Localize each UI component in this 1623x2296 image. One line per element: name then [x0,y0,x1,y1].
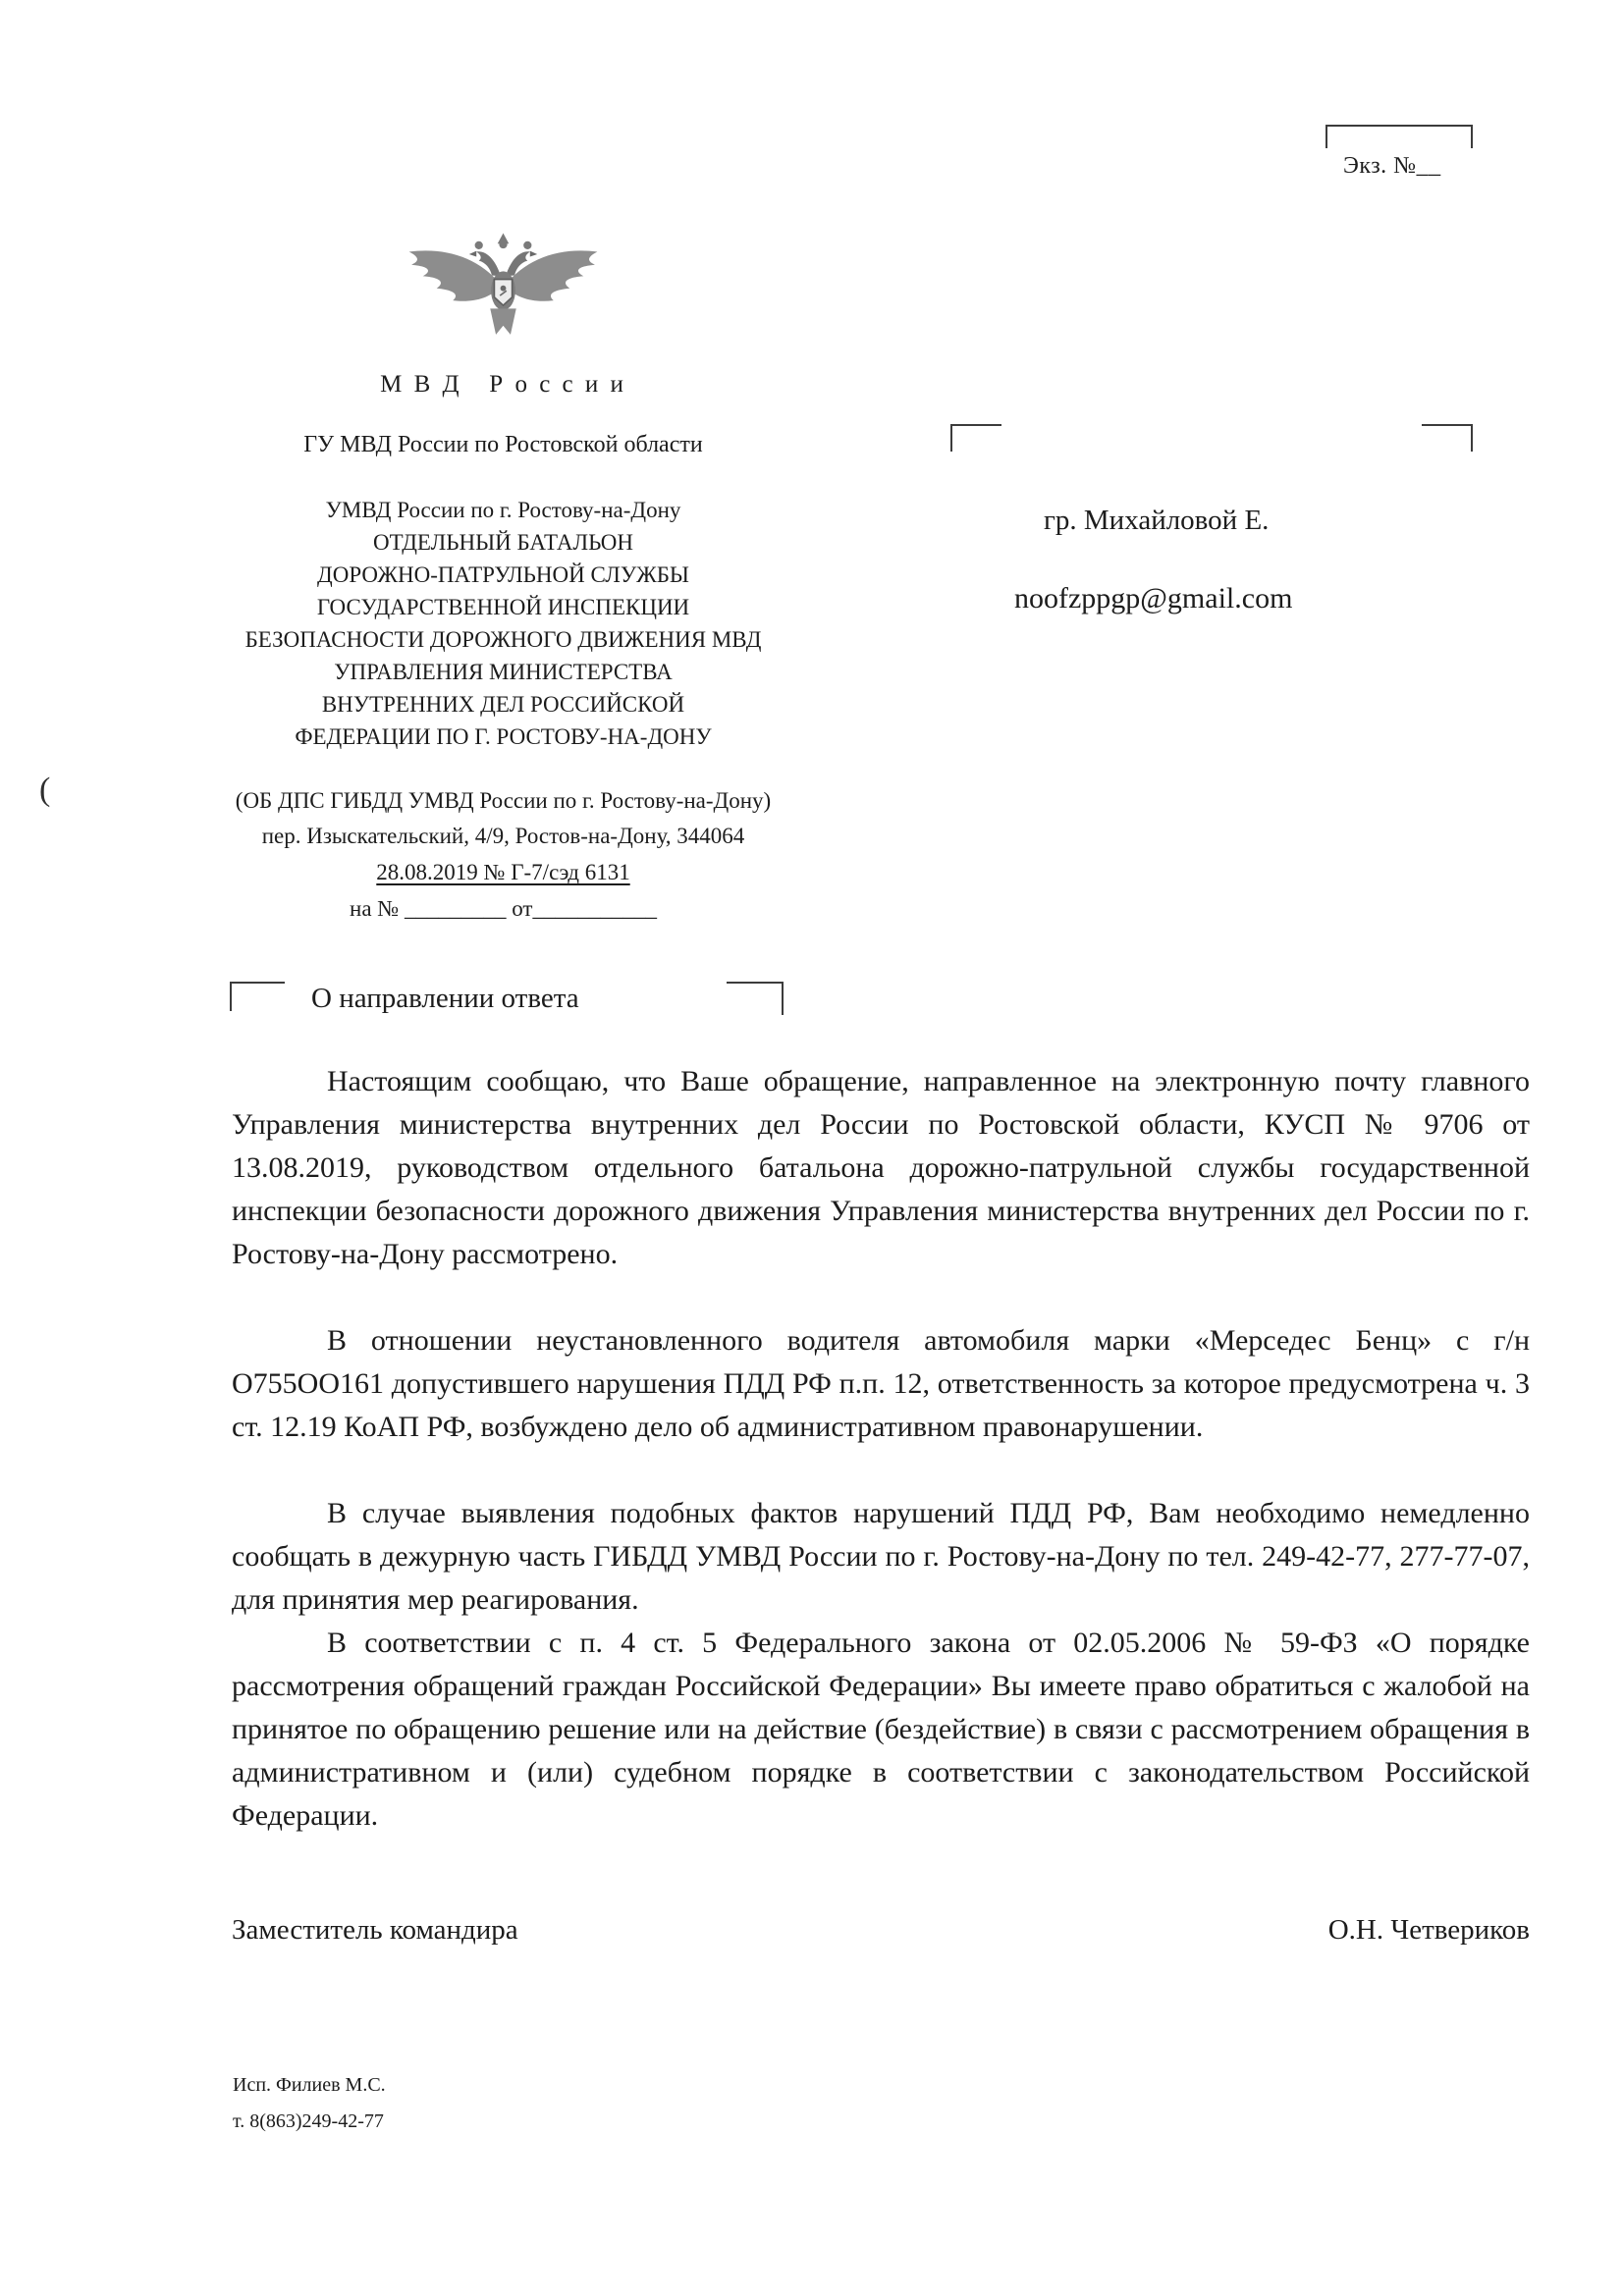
mvd-double-headed-eagle-icon [398,231,609,352]
executor-phone: т. 8(863)249-42-77 [233,2110,384,2132]
signature-row [232,1914,1530,1947]
signer-title: Заместитель командира [232,1914,518,1946]
org-short-name: (ОБ ДПС ГИБДД УМВД России по г. Ростову-на-Дону) [235,788,772,813]
org-address: пер. Изыскательский, 4/9, Ростов-на-Дону, 344064 [261,824,745,848]
executor-name: Исп. Филиев М.С. [233,2074,386,2096]
letter-body [232,1060,1530,1881]
scan-corner-mark-top-right [1325,125,1473,148]
emblem-wrap [182,226,825,357]
stray-parenthesis-mark: ( [39,772,51,808]
org-name-line: ОТДЕЛЬНЫЙ БАТАЛЬОН [373,530,633,555]
org-name-line: УМВД России по г. Ростову-на-Дону [325,498,681,522]
body-paragraph: Настоящим сообщаю, что Ваше обращение, направленное на электронную почту главного Управления министерства внутренних дел России по Ростовской области, КУСП № 9706 от 13.08.2019, руководством отдельного батальона дорожно-патрульной службы государственной инспекции безопасности дорожного движения Управления министерства внутренних дел России по г. Ростову-на-Дону рассмотрено. [232,1065,1530,1270]
subject-line: О направлении ответа [311,983,579,1014]
org-name-line: БЕЗОПАСНОСТИ ДОРОЖНОГО ДВИЖЕНИЯ МВД [244,627,762,652]
reply-to-ref-line: на № _________ от___________ [350,896,657,921]
org-name-line: ФЕДЕРАЦИИ ПО Г. РОСТОВУ-НА-ДОНУ [295,724,712,749]
scan-corner-mark-recipient-left [950,424,1001,452]
org-name-line: УПРАВЛЕНИЯ МИНИСТЕРСТВА [334,660,673,684]
scan-corner-mark-subject-right [727,982,784,1015]
recipient-email: noofzppgp@gmail.com [1014,582,1293,614]
org-name-line: ВНУТРЕННИХ ДЕЛ РОССИЙСКОЙ [321,692,685,717]
executor-footer [233,2067,386,2140]
org-name-block [182,494,825,753]
recipient-block [1014,505,1292,615]
scan-corner-mark-recipient-right [1422,424,1473,452]
org-name-line: ДОРОЖНО-ПАТРУЛЬНОЙ СЛУЖБЫ [317,562,689,587]
outgoing-ref-number [182,860,825,885]
outgoing-ref-number-text: 28.08.2019 № Г-7/сэд 6131 [376,860,630,884]
body-paragraph: В отношении неустановленного водителя автомобиля марки «Мерседес Бенц» с г/н О755ОО161 допустившего нарушения ПДД РФ п.п. 12, ответственность за которое предусмотрена ч. 3 ст. 12.19 КоАП РФ, возбуждено дело об административном правонарушении. [232,1324,1530,1443]
org-name-line: ГОСУДАРСТВЕННОЙ ИНСПЕКЦИИ [316,595,690,619]
letterhead [182,226,825,922]
emblem-caption: М В Д Р о с с и и [380,371,626,398]
copy-number-label: Экз. №__ [1343,153,1441,179]
scan-corner-mark-subject-left [230,982,285,1011]
parent-org-name: ГУ МВД России по Ростовской области [303,432,703,457]
recipient-name: гр. Михайловой Е. [1044,505,1270,536]
signer-name: О.Н. Четвериков [1327,1914,1530,1946]
body-paragraph: В соответствии с п. 4 ст. 5 Федерального закона от 02.05.2006 № 59-ФЗ «О порядке рассмотрения обращений граждан Российской Федерации» Вы имеете право обратиться с жалобой на принятое по обращению решение или на действие (бездействие) в связи с рассмотрением обращения в административном и (или) судебном порядке в соответствии с законодательством Российской Федерации. [232,1627,1530,1832]
body-paragraph: В случае выявления подобных фактов нарушений ПДД РФ, Вам необходимо немедленно сообщать в дежурную часть ГИБДД УМВД России по г. Ростову-на-Дону по тел. 249-42-77, 277-77-07, для принятия мер реагирования. [232,1497,1530,1616]
